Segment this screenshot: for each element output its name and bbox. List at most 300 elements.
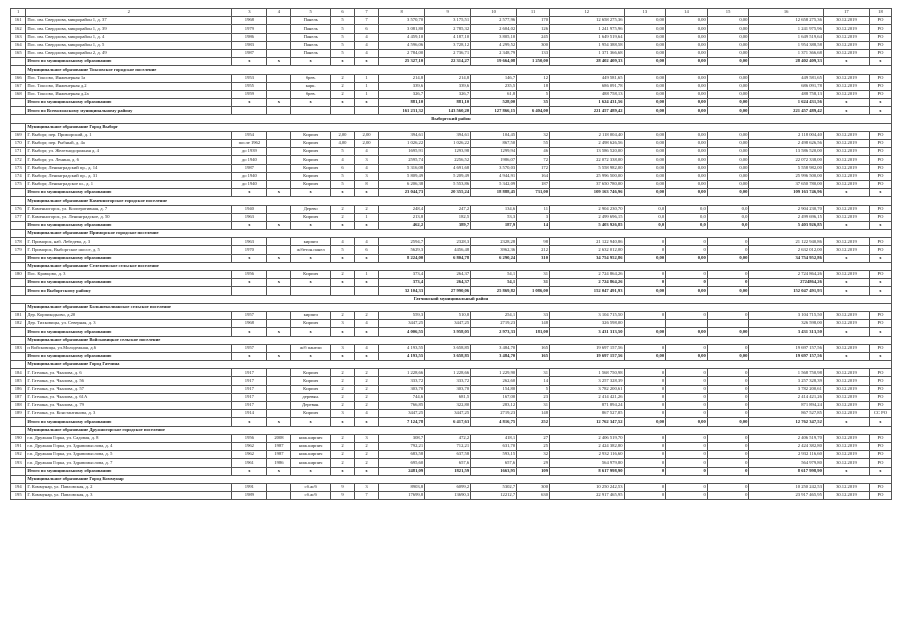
table-cell: 0,00 xyxy=(707,33,749,41)
table-cell xyxy=(355,287,379,295)
table-cell: 5 xyxy=(330,17,354,25)
address-cell: Г. Гатчина, ул. Чкалова, д. 6 xyxy=(26,369,232,377)
table-cell: 5 403 926,85 xyxy=(749,221,824,229)
table-cell: 881,10 xyxy=(425,99,471,107)
table-row xyxy=(11,82,892,90)
table-cell: РО xyxy=(869,25,891,33)
table-cell: 194 xyxy=(11,483,26,491)
table-cell: 55 xyxy=(517,140,550,148)
table-cell: 686 091,78 xyxy=(749,82,824,90)
table-cell: 744,6 xyxy=(379,393,425,401)
municipality-heading-row xyxy=(11,336,892,344)
table-cell: 19 697 157,56 xyxy=(550,344,625,352)
table-cell: 30.12.2019 xyxy=(823,148,869,156)
table-cell: 12 762 347,52 xyxy=(749,418,824,426)
table-cell: 1 568 750,98 xyxy=(749,369,824,377)
table-cell: 1962 xyxy=(232,442,267,450)
table-cell: 7 124,78 xyxy=(379,418,425,426)
table-cell: 195 xyxy=(11,492,26,500)
table-cell: 0,00 xyxy=(624,49,666,57)
address-cell: Итого по муниципальному образованию xyxy=(26,328,232,336)
table-cell: 214,8 xyxy=(379,74,425,82)
table-cell: 564 979,80 xyxy=(749,459,824,467)
district-heading-row xyxy=(11,295,892,303)
table-cell: 0 xyxy=(624,410,666,418)
table-cell xyxy=(232,287,267,295)
total-row xyxy=(11,467,892,475)
table-cell: 488 758,13 xyxy=(550,90,625,98)
table-cell xyxy=(267,140,291,148)
table-cell: 0 xyxy=(624,402,666,410)
address-cell: Итого по Выборгскому району xyxy=(26,287,232,295)
table-cell: 2 xyxy=(355,442,379,450)
table-cell: 30.12.2019 xyxy=(823,442,869,450)
table-cell: 0 xyxy=(666,402,708,410)
total-row xyxy=(11,352,892,360)
table-cell: х xyxy=(330,189,354,197)
table-cell: 2008 xyxy=(267,434,291,442)
address-cell: Итого по муниципальному образованию xyxy=(26,352,232,360)
table-cell: 34 754 952,86 xyxy=(550,254,625,262)
address-cell: Пос. им. Свердлова, микрорайон 1, д. 4 xyxy=(26,33,232,41)
table-cell: 0,00 xyxy=(666,131,708,139)
table-cell: 1955 xyxy=(232,82,267,90)
table-cell xyxy=(11,418,26,426)
row-number-cell xyxy=(11,66,26,74)
table-cell: 657,6 xyxy=(471,459,517,467)
address-cell: Г. Каменногорск, ул. Ленинградское, д. 50 xyxy=(26,213,232,221)
table-cell: 14 xyxy=(517,377,550,385)
municipality-heading-row xyxy=(11,230,892,238)
table-cell: 5 xyxy=(330,49,354,57)
table-cell: 33 xyxy=(517,311,550,319)
table-cell: 2 724 864,26 xyxy=(749,271,824,279)
table-cell: 176 xyxy=(11,205,26,213)
table-cell: 54,1 xyxy=(471,271,517,279)
address-cell: Итого по муниципальному образованию xyxy=(26,418,232,426)
table-cell: 528,00 xyxy=(471,99,517,107)
table-cell: 4 193,55 xyxy=(379,344,425,352)
table-cell: 0,0 xyxy=(624,221,666,229)
table-cell: 0,0 xyxy=(666,205,708,213)
table-cell: 31 xyxy=(517,271,550,279)
table-cell: 5 403 926,85 xyxy=(550,221,625,229)
table-cell: карк. xyxy=(291,82,330,90)
table-cell: 0,00 xyxy=(624,17,666,25)
municipality-heading: Муниципальное образование Большеколпанское сельское поселение xyxy=(26,303,892,311)
table-cell: 12 658 275,36 xyxy=(550,17,625,25)
table-cell: Кирпич xyxy=(291,213,330,221)
table-cell: 3 081,80 xyxy=(379,25,425,33)
column-number-cell: 10 xyxy=(471,9,517,17)
table-cell: 0,00 xyxy=(624,74,666,82)
table-cell: 1 649 519,64 xyxy=(550,33,625,41)
table-cell xyxy=(11,352,26,360)
table-cell: Панель xyxy=(291,33,330,41)
row-number-cell xyxy=(11,123,26,131)
table-cell: х xyxy=(869,418,891,426)
table-cell: 326,7 xyxy=(379,90,425,98)
table-cell: 2 498 626,56 xyxy=(550,140,625,148)
table-row xyxy=(11,17,892,25)
table-cell: 177 xyxy=(11,213,26,221)
table-cell: х xyxy=(267,254,291,262)
table-cell: 0,00 xyxy=(624,90,666,98)
table-cell: 564 979,80 xyxy=(550,459,625,467)
table-cell: 0,0 xyxy=(666,221,708,229)
table-cell: 0 xyxy=(707,467,749,475)
table-cell: брев. xyxy=(291,90,330,98)
table-cell: 1 241 975,96 xyxy=(749,25,824,33)
table-cell: 0,00 xyxy=(666,156,708,164)
municipality-heading: Муниципальное образование Город Коммунар xyxy=(26,475,892,483)
table-cell: 1963 xyxy=(232,238,267,246)
address-cell: Пос. Кравцово, д. 3 xyxy=(26,271,232,279)
table-cell: 30.12.2019 xyxy=(823,271,869,279)
table-cell: 0,00 xyxy=(624,25,666,33)
table-cell: 1983 xyxy=(232,41,267,49)
table-cell: х xyxy=(291,418,330,426)
address-cell: Г. Коммунар, ул. Павловская, д. 2 xyxy=(26,483,232,491)
table-cell: 0,00 xyxy=(666,49,708,57)
table-cell: 0 xyxy=(624,369,666,377)
address-cell: Пос. им. Свердлова, микрорайон 1, д. 39 xyxy=(26,25,232,33)
table-cell: 3 782 200,61 xyxy=(749,385,824,393)
table-cell: кирпич xyxy=(291,311,330,319)
table-cell: 2328,28 xyxy=(471,238,517,246)
municipality-heading-row xyxy=(11,361,892,369)
table-cell: 5 xyxy=(517,90,550,98)
table-cell: 19 697 157,56 xyxy=(550,352,625,360)
table-row xyxy=(11,459,892,467)
table-row xyxy=(11,148,892,156)
table-cell: 867 527,85 xyxy=(749,410,824,418)
address-cell: Пос. им. Свердлова, микрорайон 1, д. 5 xyxy=(26,41,232,49)
table-cell: 2 xyxy=(355,385,379,393)
table-cell: 0,00 xyxy=(666,99,708,107)
table-cell: Панель xyxy=(291,41,330,49)
table-cell: 871 894,24 xyxy=(550,402,625,410)
table-body xyxy=(11,9,892,500)
table-cell: 1 624 431,56 xyxy=(749,99,824,107)
table-cell: 0,00 xyxy=(666,107,708,115)
table-cell: 0 xyxy=(707,377,749,385)
table-cell: 25 869,82 xyxy=(471,287,517,295)
table-cell: 54,1 xyxy=(471,279,517,287)
address-cell: Г. Гатчина, ул. Чкалова, д. 61А xyxy=(26,393,232,401)
table-cell: 0,00 xyxy=(666,180,708,188)
table-cell: 4 596,06 xyxy=(379,41,425,49)
table-cell: Деревян. xyxy=(291,402,330,410)
table-cell: РО xyxy=(869,41,891,49)
table-cell: 0,00 xyxy=(666,58,708,66)
table-cell: Кирпич xyxy=(291,410,330,418)
table-cell: 0 xyxy=(666,271,708,279)
total-row xyxy=(11,221,892,229)
table-cell: 4 xyxy=(355,344,379,352)
table-cell: х xyxy=(823,107,869,115)
table-cell: 8 617 998,90 xyxy=(550,467,625,475)
table-cell: 37 650 780,00 xyxy=(550,180,625,188)
table-cell xyxy=(11,107,26,115)
column-number-cell: 1 xyxy=(11,9,26,17)
table-cell: 245 xyxy=(517,33,550,41)
table-cell: 175 xyxy=(11,180,26,188)
table-cell: 394,61 xyxy=(425,131,471,139)
table-cell: 1917 xyxy=(232,369,267,377)
table-cell: 683,58 xyxy=(379,451,425,459)
table-cell: х xyxy=(823,467,869,475)
table-cell: 0,00 xyxy=(666,287,708,295)
table-cell: 881,10 xyxy=(379,99,425,107)
table-cell: РО xyxy=(869,344,891,352)
total-row xyxy=(11,328,892,336)
address-cell: Итого по муниципальному образованию xyxy=(26,189,232,197)
table-cell: 1987 xyxy=(267,451,291,459)
table-cell: 2 xyxy=(330,377,354,385)
table-cell: 19 697 157,56 xyxy=(749,352,824,360)
table-cell: 22 072 338,00 xyxy=(749,156,824,164)
table-cell: х xyxy=(291,99,330,107)
table-cell: 0,00 xyxy=(666,254,708,262)
table-cell: Кирпич xyxy=(291,148,330,156)
address-cell: Г. Гатчина, ул. Чкалова, д. 56 xyxy=(26,377,232,385)
table-cell: 0 xyxy=(624,238,666,246)
total-row xyxy=(11,287,892,295)
table-cell: 0,00 xyxy=(624,107,666,115)
table-cell: 0,00 xyxy=(666,33,708,41)
municipality-heading: Муниципальное образование Город Гатчина xyxy=(26,361,892,369)
table-cell: 2594,7 xyxy=(379,238,425,246)
table-cell: 30.12.2019 xyxy=(823,17,869,25)
table-cell: 0,00 xyxy=(624,189,666,197)
table-cell: х xyxy=(869,58,891,66)
district-heading: Гатчинский муниципальный район xyxy=(11,295,892,303)
table-row xyxy=(11,238,892,246)
table-cell: х xyxy=(355,279,379,287)
table-cell: 8 224,00 xyxy=(379,254,425,262)
table-cell: РО xyxy=(869,180,891,188)
table-cell: 18 xyxy=(517,82,550,90)
table-cell: 23 044,73 xyxy=(379,189,425,197)
table-cell: 1968 xyxy=(232,17,267,25)
table-cell: 30.12.2019 xyxy=(823,140,869,148)
table-cell: 0 xyxy=(624,467,666,475)
table-cell: х xyxy=(291,328,330,336)
table-cell: 0 xyxy=(666,483,708,491)
total-row xyxy=(11,107,892,115)
table-cell: х xyxy=(232,418,267,426)
table-cell: 6 xyxy=(355,25,379,33)
address-cell: Г. Гатчина, ул. Чкалова, д. 79 xyxy=(26,402,232,410)
municipality-heading: Муниципальное образование Дружногорское городское поселение xyxy=(26,426,892,434)
table-cell: х xyxy=(330,279,354,287)
municipality-heading: Муниципальное образование Город Выборг xyxy=(26,123,892,131)
table-cell: 0,00 xyxy=(624,140,666,148)
table-cell: РО xyxy=(869,17,891,25)
table-cell: Кирпич xyxy=(291,385,330,393)
table-cell: 9 xyxy=(330,483,354,491)
table-cell: х xyxy=(869,279,891,287)
table-cell: 449 581,65 xyxy=(749,74,824,82)
table-cell xyxy=(267,385,291,393)
table-cell: 3 xyxy=(517,213,550,221)
table-cell: 0,00 xyxy=(707,25,749,33)
table-cell: Кирпич xyxy=(291,172,330,180)
table-cell: х xyxy=(869,254,891,262)
table-cell: 193 xyxy=(11,459,26,467)
table-cell: РО xyxy=(869,377,891,385)
table-cell: 3447,25 xyxy=(425,320,471,328)
table-row xyxy=(11,492,892,500)
table-cell: 5 xyxy=(330,180,354,188)
table-cell: 1953 xyxy=(232,74,267,82)
table-cell: 180 xyxy=(11,271,26,279)
table-row xyxy=(11,33,892,41)
table-cell: х xyxy=(330,58,354,66)
table-cell xyxy=(267,344,291,352)
table-cell: х xyxy=(267,279,291,287)
table-cell: 418,1 xyxy=(471,434,517,442)
row-number-cell xyxy=(11,303,26,311)
municipality-heading-row xyxy=(11,197,892,205)
table-cell: Панель xyxy=(291,49,330,57)
table-cell: 170 xyxy=(517,17,550,25)
table-cell: 189 xyxy=(11,410,26,418)
address-cell: Дер. Тихковицы, ул. Северная, д. 3 xyxy=(26,320,232,328)
table-row xyxy=(11,320,892,328)
table-cell: 326 598,00 xyxy=(550,320,625,328)
table-cell: 0 xyxy=(707,238,749,246)
table-cell: 731,00 xyxy=(517,189,550,197)
table-cell xyxy=(267,156,291,164)
table-cell: 0 xyxy=(666,410,708,418)
table-cell xyxy=(267,90,291,98)
table-cell: РО xyxy=(869,402,891,410)
total-row xyxy=(11,418,892,426)
table-cell: сб.ж/б xyxy=(291,483,330,491)
table-cell: х xyxy=(823,287,869,295)
table-cell: 0,00 xyxy=(666,328,708,336)
table-cell: 0 xyxy=(666,459,708,467)
table-cell xyxy=(355,107,379,115)
table-cell: 322,80 xyxy=(425,402,471,410)
table-cell: РО xyxy=(869,271,891,279)
address-cell: Пос. им. Свердлова, микрорайон 1, д. 37 xyxy=(26,17,232,25)
table-cell: 152 047 491,93 xyxy=(749,287,824,295)
column-number-cell: 12 xyxy=(550,9,625,17)
table-cell: 0,00 xyxy=(666,41,708,49)
table-cell: 34 754 952,86 xyxy=(749,254,824,262)
table-cell: 30.12.2019 xyxy=(823,402,869,410)
table-cell: 46 xyxy=(517,148,550,156)
table-cell: Кирпич xyxy=(291,377,330,385)
table-cell: х xyxy=(823,58,869,66)
table-cell: 373,4 xyxy=(379,271,425,279)
row-number-cell xyxy=(11,475,26,483)
address-cell: Пос. Токсово, Инженерная 1а xyxy=(26,74,232,82)
column-number-cell: 15 xyxy=(707,9,749,17)
table-cell: 0,00 xyxy=(707,189,749,197)
total-row xyxy=(11,99,892,107)
table-cell: 1917 xyxy=(232,402,267,410)
table-cell xyxy=(330,107,354,115)
table-cell: до 1940 xyxy=(232,172,267,180)
column-number-cell: 9 xyxy=(425,9,471,17)
table-cell: х xyxy=(355,189,379,197)
table-cell: 686 091,78 xyxy=(550,82,625,90)
table-cell: 2 784,00 xyxy=(379,49,425,57)
table-cell: 192 xyxy=(11,451,26,459)
table-cell: 1 649 519,64 xyxy=(749,33,824,41)
table-cell: х xyxy=(355,99,379,107)
table-cell xyxy=(267,287,291,295)
table-cell: 0,00 xyxy=(624,172,666,180)
table-cell: 339,6 xyxy=(379,82,425,90)
table-cell: 148 xyxy=(517,410,550,418)
table-cell: 2 932 116,60 xyxy=(550,451,625,459)
table-cell: 2 xyxy=(330,434,354,442)
table-cell: 0 xyxy=(624,377,666,385)
table-cell: 6 xyxy=(330,164,354,172)
table-cell: 1 026,22 xyxy=(425,140,471,148)
table-cell xyxy=(267,74,291,82)
table-cell: 0 xyxy=(707,385,749,393)
column-number-cell: 13 xyxy=(624,9,666,17)
table-cell: 3 484,70 xyxy=(471,344,517,352)
table-cell: СС РО xyxy=(869,410,891,418)
table-cell: 30.12.2019 xyxy=(823,410,869,418)
table-cell: х xyxy=(823,352,869,360)
table-cell: 593,15 xyxy=(471,451,517,459)
table-cell: 27 xyxy=(517,434,550,442)
table-cell: 4 xyxy=(355,148,379,156)
table-cell: х xyxy=(267,58,291,66)
table-cell: 2 xyxy=(330,459,354,467)
table-row xyxy=(11,74,892,82)
address-cell: г.п. Дружная Горка, ул. Здравомыслова, д. 4 xyxy=(26,442,232,450)
table-cell: 3 xyxy=(330,320,354,328)
table-row xyxy=(11,393,892,401)
column-number-cell: 5 xyxy=(291,9,330,17)
table-cell: 0,00 xyxy=(624,82,666,90)
table-cell: РО xyxy=(869,311,891,319)
table-cell: РО xyxy=(869,49,891,57)
table-cell xyxy=(232,107,267,115)
table-cell: 7 xyxy=(355,492,379,500)
table-cell: Кирпич xyxy=(291,180,330,188)
table-cell xyxy=(330,287,354,295)
table-cell: 4,00 xyxy=(330,140,354,148)
municipality-heading: Муниципальное образование Приморское городское поселение xyxy=(26,230,892,238)
address-cell: Г. Выборг, пер. Рыбный, д. 4а xyxy=(26,140,232,148)
table-cell: 30.12.2019 xyxy=(823,90,869,98)
table-cell: 30.12.2019 xyxy=(823,434,869,442)
table-cell: 389,7 xyxy=(425,221,471,229)
table-cell: 181 xyxy=(11,311,26,319)
table-cell: 98 xyxy=(517,238,550,246)
table-cell: 8 xyxy=(355,180,379,188)
table-cell: Кирпич xyxy=(291,369,330,377)
table-cell: 30.12.2019 xyxy=(823,483,869,491)
row-number-cell xyxy=(11,262,26,270)
table-cell: 1 250,00 xyxy=(517,58,550,66)
table-cell: 143 560,20 xyxy=(425,107,471,115)
table-cell: х xyxy=(330,328,354,336)
table-cell: х xyxy=(355,328,379,336)
table-cell: 1986 xyxy=(267,459,291,467)
table-cell: 2 xyxy=(355,459,379,467)
